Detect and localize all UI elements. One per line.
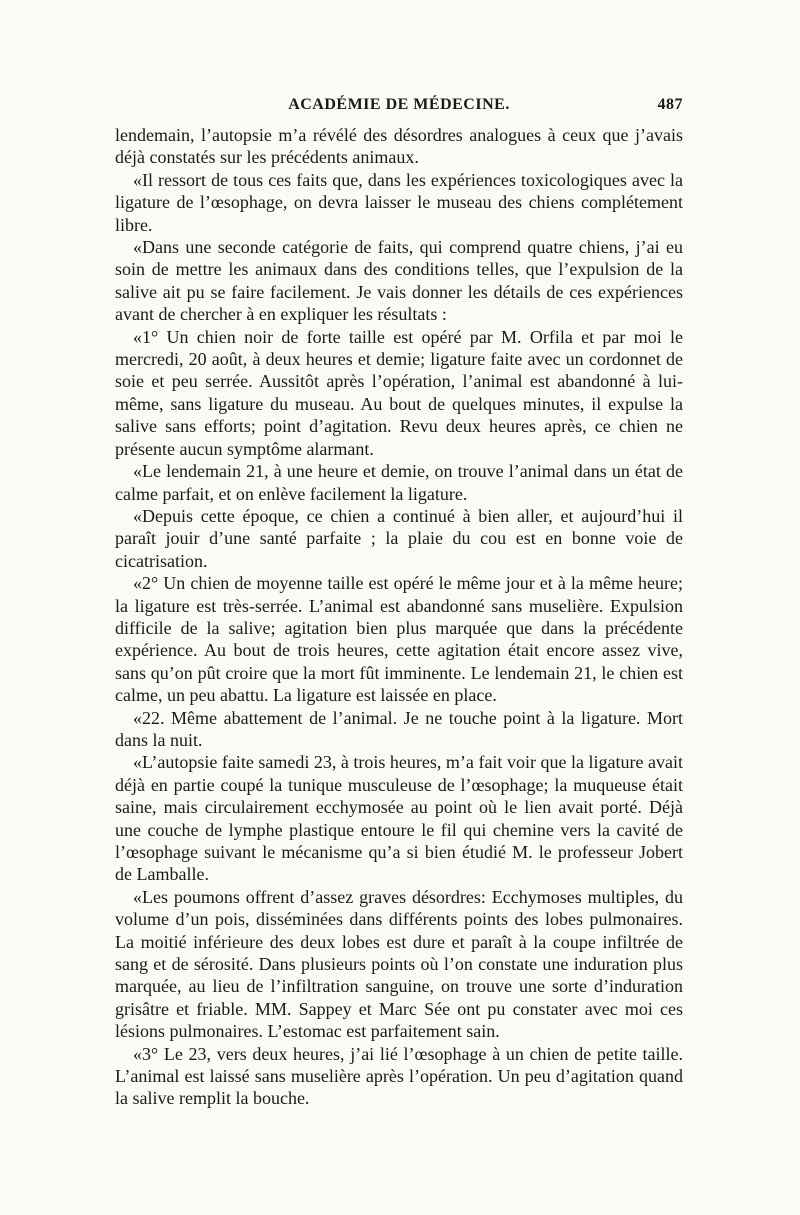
paragraph: «Depuis cette époque, ce chien a continué à bien aller, et aujourd’hui il paraît jouir d’une santé parfaite ; la plaie du cou est en bonne voie de cicatrisation. — [115, 505, 683, 571]
paragraph: «Il ressort de tous ces faits que, dans les expériences toxicologiques avec la ligature de l’œsophage, on devra laisser le museau des chiens complétement libre. — [115, 169, 683, 235]
paragraph: «L’autopsie faite samedi 23, à trois heures, m’a fait voir que la ligature avait déjà en partie coupé la tunique musculeuse de l’œsophage; la muqueuse était saine, mais circulairement ecchymosée au point où le lien avait porté. Déjà une couche de lymphe plastique entoure le fil qui chemine vers la cavité de l’œsophage suivant le mécanisme qu’a si bien étudié M. le professeur Jobert de Lamballe. — [115, 752, 683, 885]
paragraph: «2° Un chien de moyenne taille est opéré le même jour et à la même heure; la ligature est très-serrée. L’animal est abandonné sans muselière. Expulsion difficile de la salive; agitation bien plus marquée que dans la précédente expérience. Au bout de trois heures, cette agitation était encore assez vive, sans qu’on pût croire que la mort fût imminente. Le lendemain 21, le chien est calme, un peu abattu. La ligature est laissée en place. — [115, 573, 683, 706]
running-head: ACADÉMIE DE MÉDECINE. — [288, 96, 510, 113]
paragraph: «22. Même abattement de l’animal. Je ne touche point à la ligature. Mort dans la nuit. — [115, 707, 683, 750]
book-page — [115, 96, 683, 1110]
body-text — [115, 124, 683, 1110]
paragraph: «1° Un chien noir de forte taille est opéré par M. Orfila et par moi le mercredi, 20 août, à deux heures et demie; ligature faite avec un cordonnet de soie et peu serrée. Aussitôt après l’opération, l’animal est abandonné à lui-même, sans ligature du museau. Au bout de quelques minutes, il expulse la salive sans efforts; point d’agitation. Revu deux heures après, ce chien ne présente aucun symptôme alarmant. — [115, 326, 683, 459]
paragraph: «Le lendemain 21, à une heure et demie, on trouve l’animal dans un état de calme parfait, et on enlève facilement la ligature. — [115, 461, 683, 504]
paragraph: «Les poumons offrent d’assez graves désordres: Ecchymoses multiples, du volume d’un pois, disséminées dans différents points des lobes pulmonaires. La moitié inférieure des deux lobes est dure et paraît à la coupe infiltrée de sang et de sérosité. Dans plusieurs points où l’on constate une induration plus marquée, au lieu de l’infiltration sanguine, on trouve une sorte d’induration grisâtre et friable. MM. Sappey et Marc Sée ont pu constater avec moi ces lésions pulmonaires. L’estomac est parfaitement sain. — [115, 886, 683, 1042]
paragraph: «Dans une seconde catégorie de faits, qui comprend quatre chiens, j’ai eu soin de mettre les animaux dans des conditions telles, que l’expulsion de la salive ait pu se faire facilement. Je vais donner les détails de ces expériences avant de chercher à en expliquer les résultats : — [115, 237, 683, 325]
page-number: 487 — [657, 96, 683, 113]
paragraph: «3° Le 23, vers deux heures, j’ai lié l’œsophage à un chien de petite taille. L’animal est laissé sans muselière après l’opération. Un peu d’agitation quand la salive remplit la bouche. — [115, 1043, 683, 1109]
paragraph: lendemain, l’autopsie m’a révélé des désordres analogues à ceux que j’avais déjà constatés sur les précédents animaux. — [115, 125, 683, 168]
page-header — [115, 96, 683, 124]
